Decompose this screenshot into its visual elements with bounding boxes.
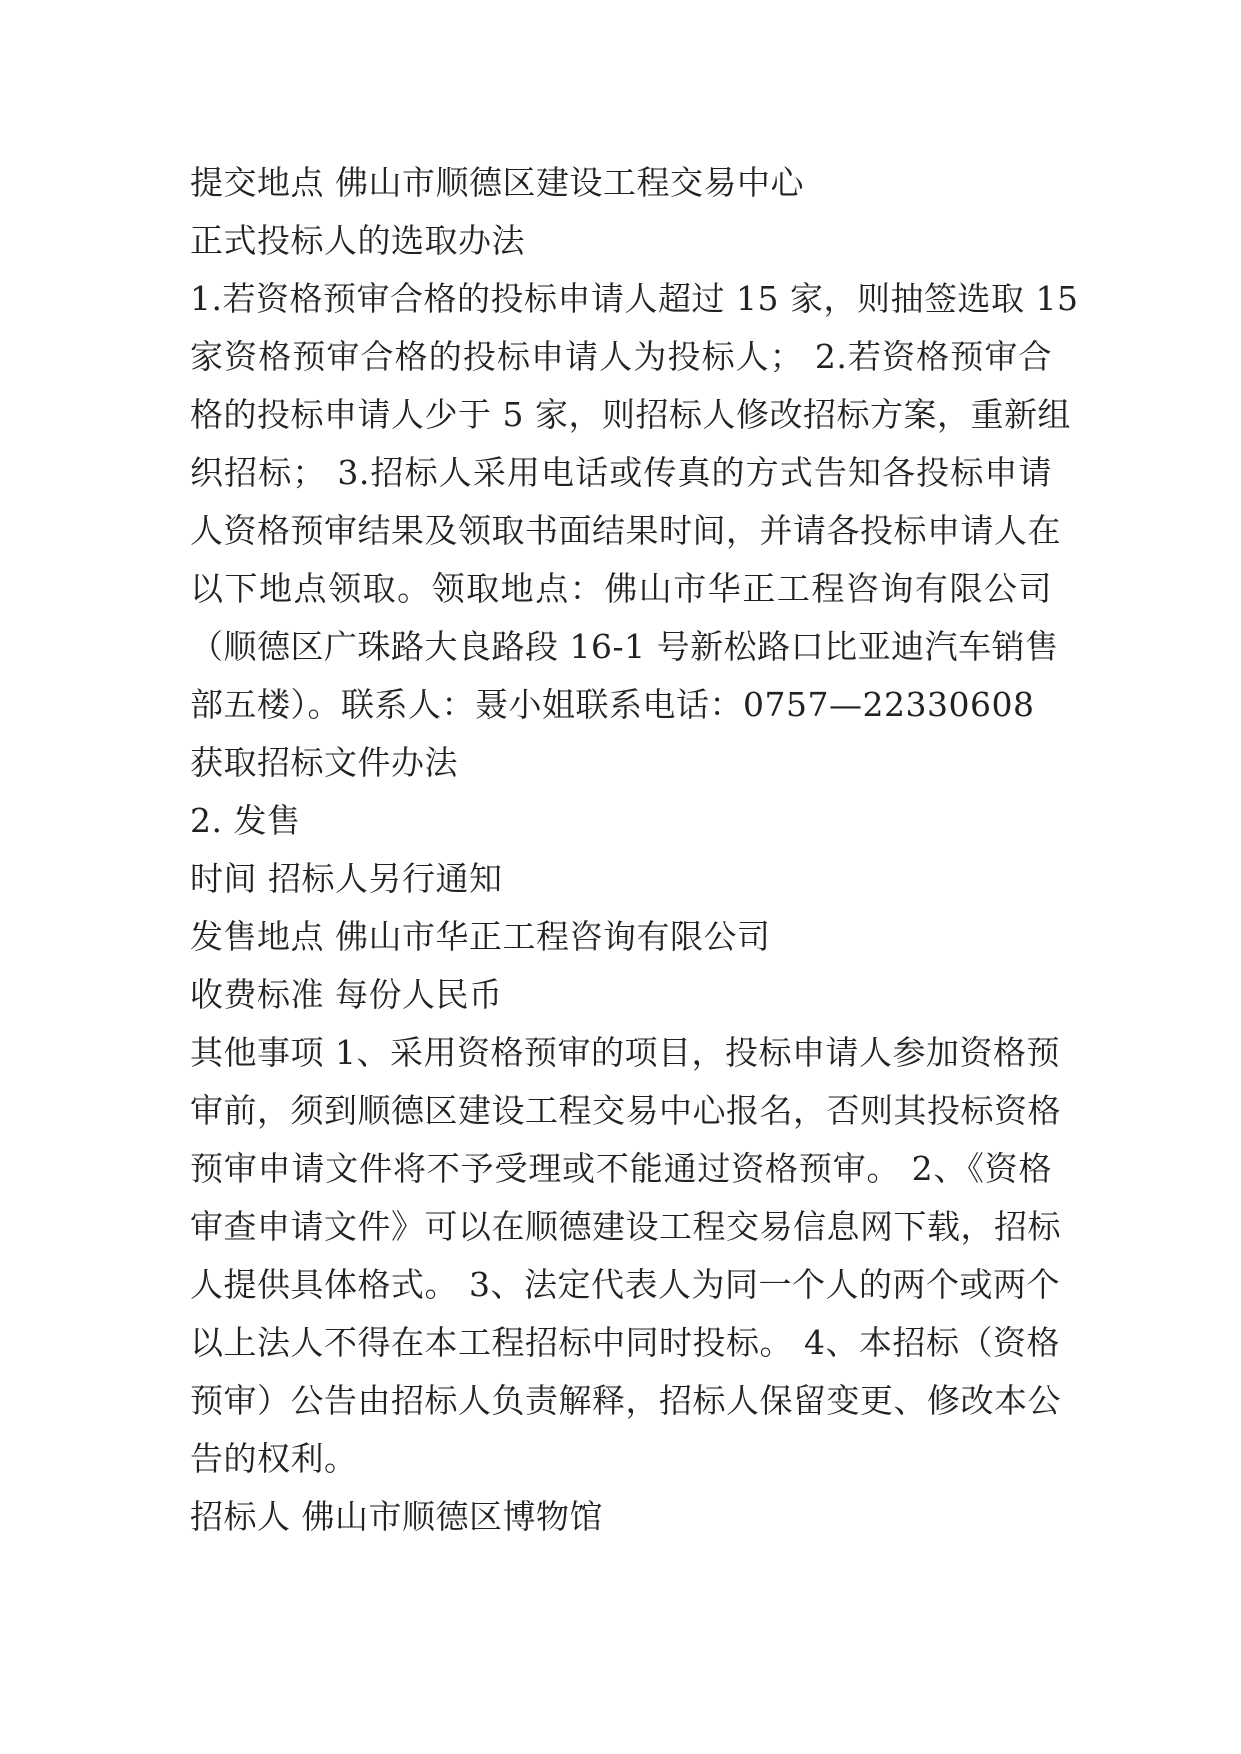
text-line: 以上法人不得在本工程招标中同时投标。 4、本招标（资格: [190, 1323, 1060, 1362]
bidder-selection-heading: 正式投标人的选取办法: [190, 221, 525, 260]
text-line: 预审申请文件将不予受理或不能通过资格预审。 2、《资格: [190, 1149, 1052, 1188]
fee-standard-line: 收费标准 每份人民币: [190, 975, 503, 1014]
text-line: 人提供具体格式。 3、法定代表人为同一个人的两个或两个: [190, 1265, 1060, 1304]
text-line: 1.若资格预审合格的投标申请人超过 15 家，则抽签选取 15: [190, 279, 1079, 318]
text-line: 审前，须到顺德区建设工程交易中心报名，否则其投标资格: [190, 1091, 1061, 1130]
tender-docs-heading: 获取招标文件办法: [190, 743, 458, 782]
tenderer-line: 招标人 佛山市顺德区博物馆: [190, 1497, 603, 1536]
text-line: 家资格预审合格的投标申请人为投标人； 2.若资格预审合: [190, 337, 1052, 376]
sale-heading: 2. 发售: [190, 801, 301, 840]
document-body: [190, 154, 1079, 1546]
text-line: 其他事项 1、采用资格预审的项目，投标申请人参加资格预: [190, 1033, 1060, 1072]
text-line: 以下地点领取。领取地点：佛山市华正工程咨询有限公司: [190, 569, 1052, 608]
text-line: 预审）公告由招标人负责解释，招标人保留变更、修改本公: [190, 1381, 1061, 1420]
submission-location-line: 提交地点 佛山市顺德区建设工程交易中心: [190, 163, 804, 202]
text-line: 审查申请文件》可以在顺德建设工程交易信息网下载，招标: [190, 1207, 1061, 1246]
contact-line: 部五楼）。联系人：聂小姐联系电话：0757—22330608: [190, 685, 1035, 724]
text-line: （顺德区广珠路大良路段 16-1 号新松路口比亚迪汽车销售: [190, 627, 1059, 666]
sale-location-line: 发售地点 佛山市华正工程咨询有限公司: [190, 917, 771, 956]
text-line: 格的投标申请人少于 5 家，则招标人修改招标方案，重新组: [190, 395, 1071, 434]
text-line: 织招标； 3.招标人采用电话或传真的方式告知各投标申请: [190, 453, 1052, 492]
sale-time-line: 时间 招标人另行通知: [190, 859, 503, 898]
text-line: 人资格预审结果及领取书面结果时间，并请各投标申请人在: [190, 511, 1061, 550]
text-line: 告的权利。: [190, 1439, 358, 1478]
